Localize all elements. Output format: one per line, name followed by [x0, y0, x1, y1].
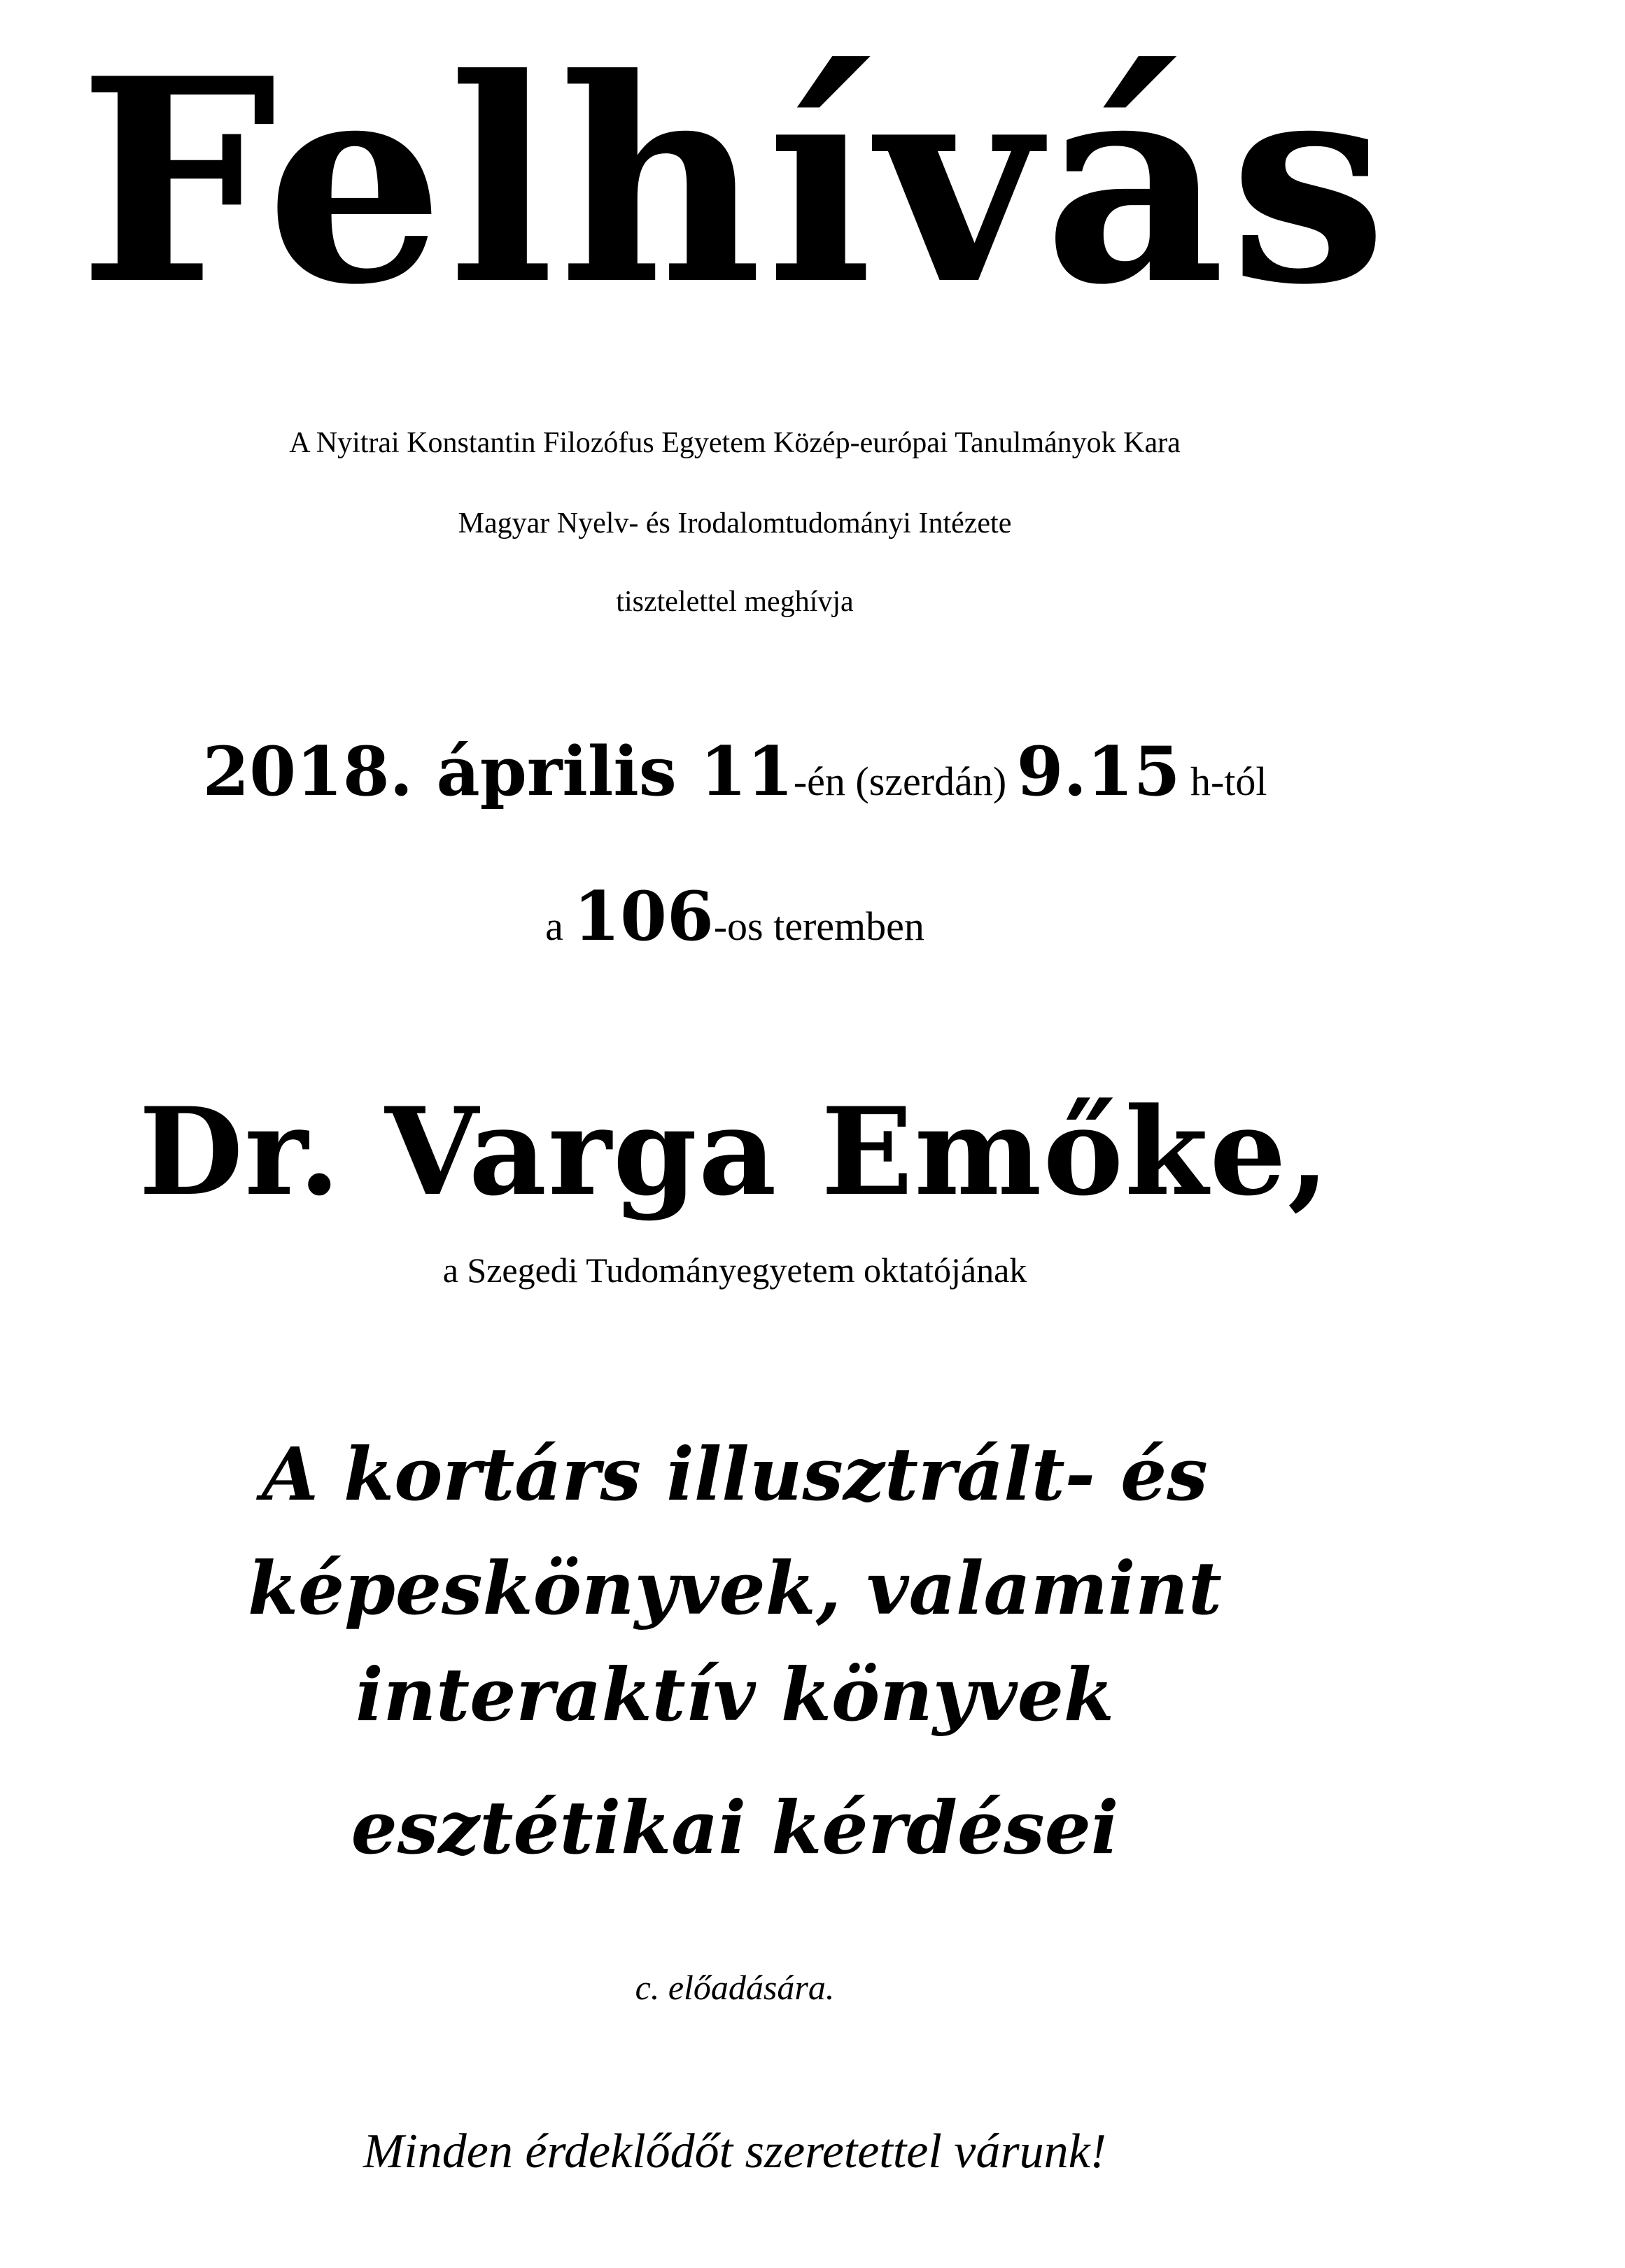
event-room: [0, 877, 1470, 956]
speaker-affiliation: a Szegedi Tudományegyetem oktatójának: [442, 1251, 1027, 1290]
event-time-suffix: h-tól: [1180, 759, 1267, 804]
event-time: 9.15: [1016, 732, 1181, 811]
room-prefix: a: [545, 903, 574, 949]
room-suffix: -os teremben: [713, 903, 924, 949]
institution-faculty: A Nyitrai Konstantin Filozófus Egyetem Közép-európai Tanulmányok Kara: [289, 427, 1181, 459]
lecture-title-line: A kortárs illusztrált- és: [262, 1431, 1208, 1517]
speaker-name: Dr. Varga Emőke,: [139, 1080, 1331, 1223]
event-day: -én (szerdán): [793, 759, 1017, 804]
page-title: Felhívás: [78, 17, 1392, 346]
room-number: 106: [573, 877, 714, 956]
event-date-time: [0, 732, 1470, 811]
closing-invitation: Minden érdeklődőt szeretettel várunk!: [363, 2125, 1106, 2178]
lecture-title-line: esztétikai kérdései: [351, 1784, 1119, 1871]
lecture-note: c. előadására.: [635, 1968, 835, 2007]
invitation-phrase: tisztelettel meghívja: [616, 586, 854, 618]
institution-department: Magyar Nyelv- és Irodalomtudományi Intézete: [458, 507, 1012, 540]
event-date: 2018. április 11: [202, 732, 794, 811]
lecture-title-line: képeskönyvek, valamint: [247, 1545, 1223, 1631]
lecture-title-line: interaktív könyvek: [356, 1651, 1114, 1738]
